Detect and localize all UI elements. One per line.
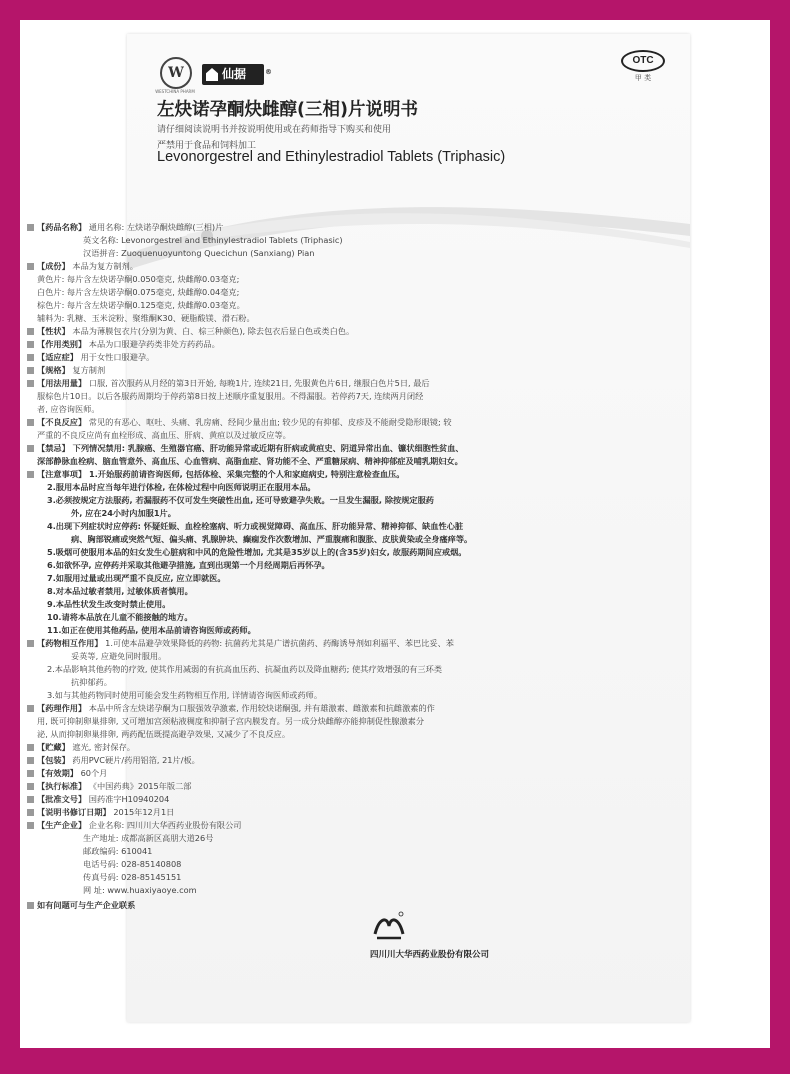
pharmacology-line3: 泌, 从而抑制卵巢排卵, 两药配伍既提高避孕效果, 又减少了不良反应。 bbox=[37, 729, 291, 739]
manufacturer-logo-icon bbox=[371, 908, 407, 944]
company-logo-caption: WESTCHINA PHARM bbox=[155, 89, 195, 94]
manufacturer-address: 生产地址: 成都高新区高朋大道26号 bbox=[83, 833, 214, 843]
interaction-1b: 妥英等, 应避免同时服用。 bbox=[71, 651, 167, 661]
section-storage: 【贮藏】 遮光, 密封保存。 bbox=[27, 741, 547, 754]
section-composition: 【成份】 本品为复方制剂。 bbox=[27, 260, 547, 273]
section-bullet bbox=[27, 328, 34, 335]
section-bullet bbox=[27, 380, 34, 387]
precaution-4b: 病、胸部锐痛或突然气短、偏头痛、乳腺肿块、癫痫发作次数增加、严重腹痛和腹胀、皮肤黄染或全身瘙痒等。 bbox=[71, 534, 473, 544]
section-usage: 【用法用量】 口服, 首次服药从月经的第3日开始, 每晚1片, 连续21日, 先服黄色片6日, 继服白色片5日, 最后 bbox=[27, 377, 547, 390]
section-interactions: 【药物相互作用】 1.可使本品避孕效果降低的药物: 抗菌药尤其是广谱抗菌药、药酶诱导剂如利福平、苯巴比妥、苯 bbox=[27, 637, 547, 650]
interaction-2b: 抗抑郁药。 bbox=[71, 677, 112, 687]
precaution-2: 2.服用本品时应当每年进行体检, 在体检过程中向医师说明正在服用本品。 bbox=[47, 482, 316, 492]
leaflet-body bbox=[27, 221, 547, 912]
section-character: 【性状】 本品为薄膜包衣片(分别为黄、白、棕三种颜色), 除去包衣后显白色或类白色。 bbox=[27, 325, 547, 338]
pharmacology-line2: 用, 既可抑制卵巢排卵, 又可增加宫颈粘液稠度和抑制子宫内膜发育。另一成分炔雌醇亦能抑制促性腺激素分 bbox=[37, 716, 425, 726]
registered-mark: ® bbox=[265, 68, 272, 76]
manufacturer-postcode: 邮政编码: 610041 bbox=[83, 846, 153, 856]
precaution-6: 6.如欲怀孕, 应停药并采取其他避孕措施, 直到出现第一个月经周期后再怀孕。 bbox=[47, 560, 330, 570]
interaction-3: 3.如与其他药物同时使用可能会发生药物相互作用, 详情请咨询医师或药师。 bbox=[47, 690, 323, 700]
section-contraindications: 【禁忌】 下列情况禁用: 乳腺癌、生殖器官癌、肝功能异常或近期有肝病或黄疸史、阴道异常出血、镰状细胞性贫血、 bbox=[27, 442, 547, 455]
section-bullet bbox=[27, 419, 34, 426]
precaution-11: 11.如正在使用其他药品, 使用本品前请咨询医师或药师。 bbox=[47, 625, 256, 635]
section-bullet bbox=[27, 902, 34, 909]
section-precautions: 【注意事项】 1.开始服药前请咨询医师, 包括体检、采集完整的个人和家庭病史, 特别注意检查血压。 bbox=[27, 468, 547, 481]
section-bullet bbox=[27, 471, 34, 478]
house-icon bbox=[206, 68, 218, 81]
section-bullet bbox=[27, 263, 34, 270]
section-bullet bbox=[27, 367, 34, 374]
composition-white: 白色片: 每片含左炔诺孕酮0.075毫克, 炔雌醇0.04毫克; bbox=[37, 287, 240, 297]
section-bullet bbox=[27, 809, 34, 816]
section-package: 【包装】 药用PVC硬片/药用铝箔, 21片/板。 bbox=[27, 754, 547, 767]
section-adverse: 【不良反应】 常见的有恶心、呕吐、头痛、乳房痛、经间少量出血; 较少见的有抑郁、皮疹及不能耐受隐形眼镜; 较 bbox=[27, 416, 547, 429]
precaution-3b: 外, 应在24小时内加服1片。 bbox=[71, 508, 176, 518]
manufacturer-website: 网 址: www.huaxiyaoye.com bbox=[83, 885, 197, 895]
otc-class: 甲 类 bbox=[634, 74, 652, 82]
section-revision: 【说明书修订日期】 2015年12月1日 bbox=[27, 806, 547, 819]
section-bullet bbox=[27, 640, 34, 647]
section-bullet bbox=[27, 822, 34, 829]
name-pinyin: 汉语拼音: Zuoquenuoyuntong Quecichun (Sanxiang) Pian bbox=[83, 248, 315, 258]
adverse-line2: 严重的不良反应尚有血栓形成、高血压、肝病、黄疸以及过敏反应等。 bbox=[37, 430, 291, 440]
frame-right bbox=[770, 0, 790, 1074]
section-approval: 【批准文号】 国药准字H10940204 bbox=[27, 793, 547, 806]
interaction-2a: 2.本品影响其他药物的疗效, 使其作用减弱的有抗高血压药、抗凝血药以及降血糖药; 使其疗效增强的有三环类 bbox=[47, 664, 443, 674]
brand-name: 仙据 bbox=[222, 67, 247, 81]
manufacturer-name-footer: 四川川大华西药业股份有限公司 bbox=[370, 950, 490, 960]
precaution-5: 5.吸烟可使服用本品的妇女发生心脏病和中风的危险性增加, 尤其是35岁以上的(含35岁)妇女, 故服药期间应戒烟。 bbox=[47, 547, 467, 557]
precaution-9: 9.本品性状发生改变时禁止使用。 bbox=[47, 599, 171, 609]
frame-top bbox=[0, 0, 790, 20]
usage-line3: 者, 应咨询医师。 bbox=[37, 404, 100, 414]
precaution-3a: 3.必须按规定方法服药, 若漏服药不仅可发生突破性出血, 还可导致避孕失败。一旦发生漏服, 除按规定服药 bbox=[47, 495, 434, 505]
composition-yellow: 黄色片: 每片含左炔诺孕酮0.050毫克, 炔雌醇0.03毫克; bbox=[37, 274, 240, 284]
section-bullet bbox=[27, 796, 34, 803]
frame-left bbox=[0, 0, 20, 1074]
section-bullet bbox=[27, 354, 34, 361]
section-bullet bbox=[27, 770, 34, 777]
section-bullet bbox=[27, 783, 34, 790]
composition-brown: 棕色片: 每片含左炔诺孕酮0.125毫克, 炔雌醇0.03毫克。 bbox=[37, 300, 245, 310]
section-standard: 【执行标准】 《中国药典》2015年版二部 bbox=[27, 780, 547, 793]
section-indication: 【适应症】 用于女性口服避孕。 bbox=[27, 351, 547, 364]
usage-line2: 服棕色片10日。以后各服药周期均于停药第8日按上述顺序重复服用。不得漏服。若停药7天, 连续两月闭经 bbox=[37, 391, 424, 401]
title-chinese: 左炔诺孕酮炔雌醇(三相)片说明书 bbox=[157, 100, 418, 120]
manufacturer-fax: 传真号码: 028-85145151 bbox=[83, 872, 182, 882]
company-logo-icon: W bbox=[160, 57, 192, 89]
section-manufacturer: 【生产企业】 企业名称: 四川川大华西药业股份有限公司 bbox=[27, 819, 547, 832]
frame-bottom bbox=[0, 1048, 790, 1074]
composition-excipients: 辅料为: 乳糖、玉米淀粉、聚维酮K30、硬脂酸镁、滑石粉。 bbox=[37, 313, 255, 323]
contact-note: 如有问题可与生产企业联系 bbox=[27, 899, 547, 912]
subtitle-instruction: 请仔细阅读说明书并按说明使用或在药师指导下购买和使用 bbox=[157, 125, 392, 135]
precaution-10: 10.请将本品放在儿童不能接触的地方。 bbox=[47, 612, 193, 622]
section-bullet bbox=[27, 445, 34, 452]
section-category: 【作用类别】 本品为口服避孕药类非处方药药品。 bbox=[27, 338, 547, 351]
manufacturer-phone: 电话号码: 028-85140808 bbox=[83, 859, 182, 869]
section-name: 【药品名称】 通用名称: 左炔诺孕酮炔雌醇(三相)片 bbox=[27, 221, 547, 234]
name-english: 英文名称: Levonorgestrel and Ethinylestradiol Tablets (Triphasic) bbox=[83, 235, 343, 245]
section-bullet bbox=[27, 224, 34, 231]
precaution-4a: 4.出现下列症状时应停药: 怀疑妊娠、血栓栓塞病、听力或视觉障碍、高血压、肝功能异常、精神抑郁、缺血性心脏 bbox=[47, 521, 464, 531]
section-spec: 【规格】 复方制剂 bbox=[27, 364, 547, 377]
precaution-7: 7.如服用过量或出现严重不良反应, 应立即就医。 bbox=[47, 573, 226, 583]
section-bullet bbox=[27, 705, 34, 712]
precaution-8: 8.对本品过敏者禁用, 过敏体质者慎用。 bbox=[47, 586, 193, 596]
section-bullet bbox=[27, 757, 34, 764]
brand-logo bbox=[202, 64, 272, 85]
subtitle-warning: 严禁用于食品和饲料加工 bbox=[157, 141, 257, 151]
section-bullet bbox=[27, 341, 34, 348]
title-english: Levonorgestrel and Ethinylestradiol Tablets (Triphasic) bbox=[157, 149, 506, 165]
contra-line2: 深部静脉血栓病、脑血管意外、高血压、心血管病、高脂血症、肾功能不全、严重糖尿病、精神抑郁症及哺乳期妇女。 bbox=[37, 456, 463, 466]
section-validity: 【有效期】 60个月 bbox=[27, 767, 547, 780]
otc-badge: OTC bbox=[621, 50, 665, 72]
section-pharmacology: 【药理作用】 本品中所含左炔诺孕酮为口服强效孕激素, 作用较炔诺酮强, 并有雄激素、雌激素和抗雌激素的作 bbox=[27, 702, 547, 715]
section-bullet bbox=[27, 744, 34, 751]
